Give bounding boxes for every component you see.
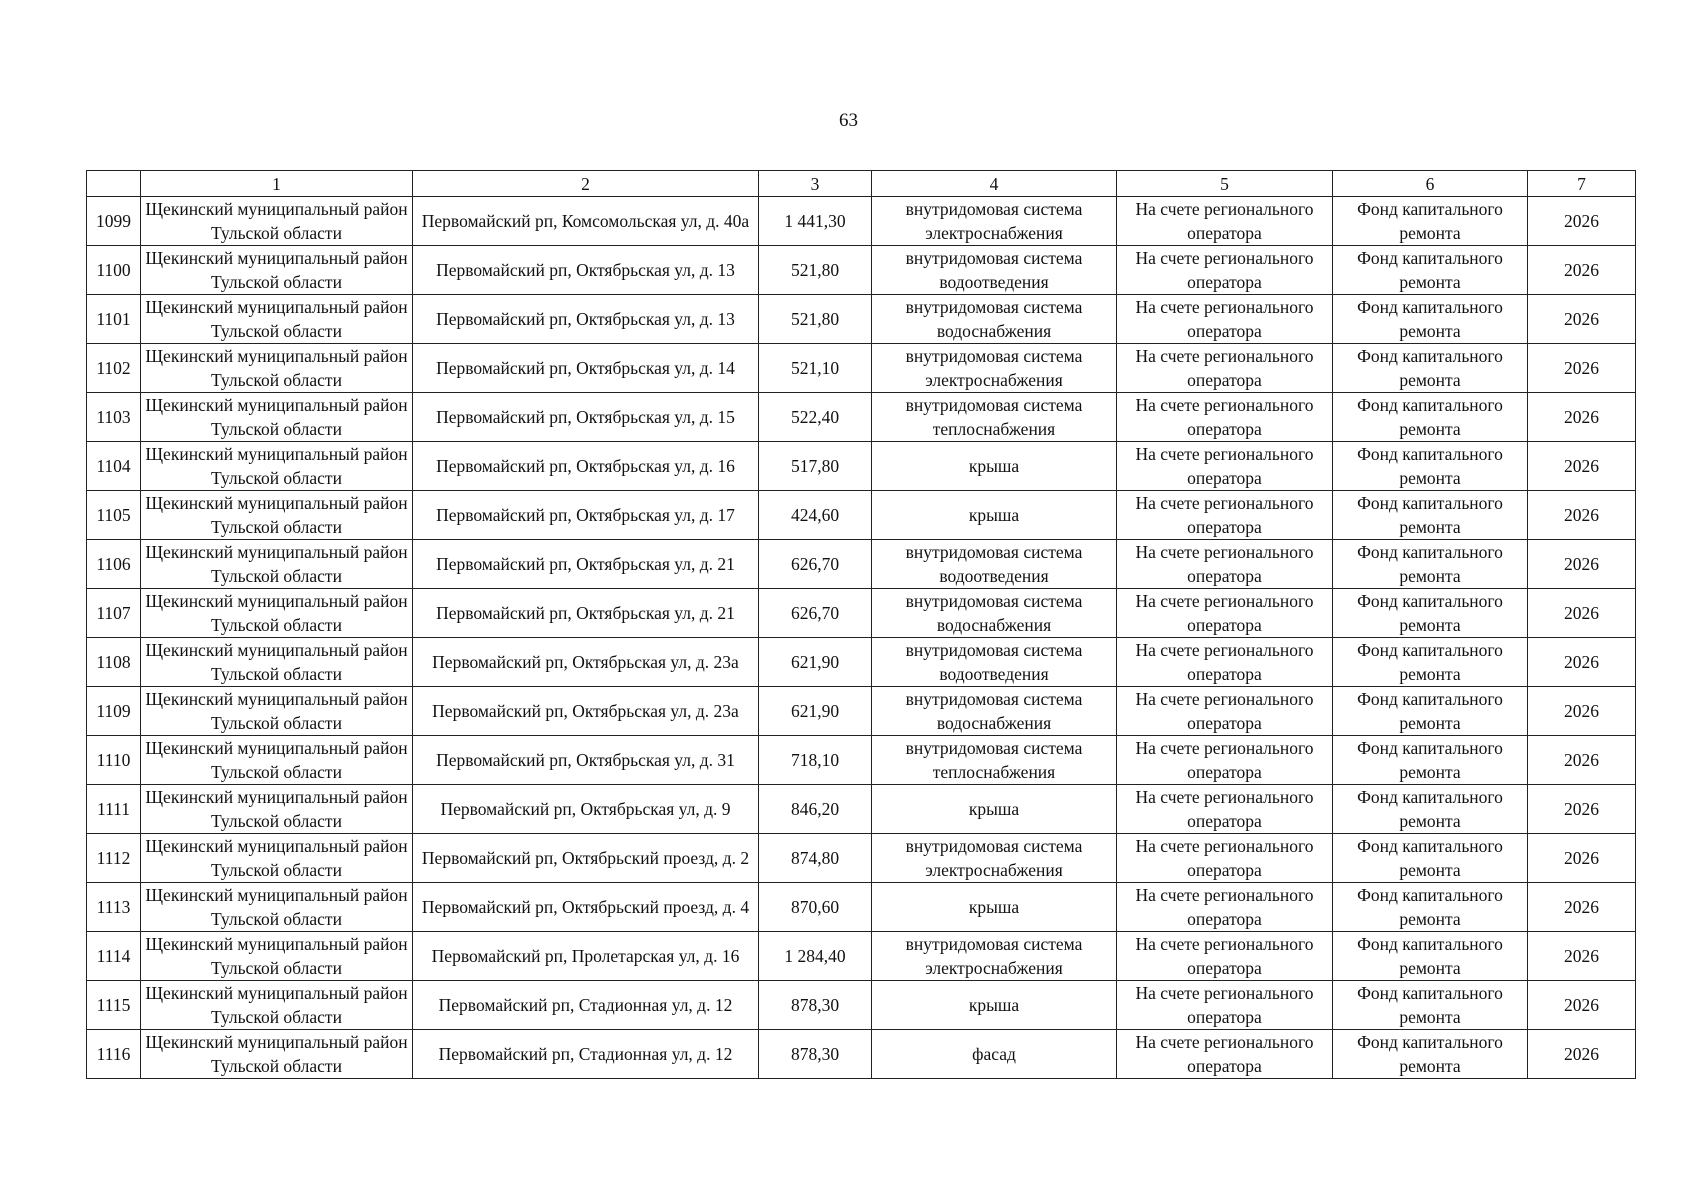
repair-program-table: [86, 170, 1636, 1079]
header-cell-1: 1: [141, 171, 413, 197]
funding-source-cell: Фонд капитального ремонта: [1333, 393, 1528, 442]
table-row: [87, 785, 1636, 834]
municipality-cell: Щекинский муниципальный район Тульской области: [141, 736, 413, 785]
municipality-cell: Щекинский муниципальный район Тульской области: [141, 981, 413, 1030]
row-number-cell: 1101: [87, 295, 141, 344]
work-type-cell: внутридомовая система электроснабжения: [872, 197, 1117, 246]
table-row: [87, 932, 1636, 981]
row-number-cell: 1107: [87, 589, 141, 638]
municipality-cell: Щекинский муниципальный район Тульской области: [141, 295, 413, 344]
funding-method-cell: На счете регионального оператора: [1117, 638, 1333, 687]
table-row: [87, 638, 1636, 687]
work-type-cell: внутридомовая система водоснабжения: [872, 295, 1117, 344]
table-row: [87, 540, 1636, 589]
funding-source-cell: Фонд капитального ремонта: [1333, 834, 1528, 883]
year-cell: 2026: [1528, 491, 1636, 540]
funding-method-cell: На счете регионального оператора: [1117, 344, 1333, 393]
funding-source-cell: Фонд капитального ремонта: [1333, 197, 1528, 246]
address-cell: Первомайский рп, Октябрьский проезд, д. 4: [413, 883, 759, 932]
table-row: [87, 344, 1636, 393]
funding-method-cell: На счете регионального оператора: [1117, 736, 1333, 785]
address-cell: Первомайский рп, Октябрьская ул, д. 16: [413, 442, 759, 491]
work-type-cell: крыша: [872, 883, 1117, 932]
row-number-cell: 1111: [87, 785, 141, 834]
row-number-cell: 1105: [87, 491, 141, 540]
work-type-cell: крыша: [872, 785, 1117, 834]
header-cell-2: 2: [413, 171, 759, 197]
year-cell: 2026: [1528, 393, 1636, 442]
row-number-cell: 1102: [87, 344, 141, 393]
table-row: [87, 1030, 1636, 1079]
address-cell: Первомайский рп, Октябрьская ул, д. 21: [413, 540, 759, 589]
municipality-cell: Щекинский муниципальный район Тульской области: [141, 687, 413, 736]
address-cell: Первомайский рп, Октябрьская ул, д. 13: [413, 246, 759, 295]
row-number-cell: 1103: [87, 393, 141, 442]
year-cell: 2026: [1528, 981, 1636, 1030]
municipality-cell: Щекинский муниципальный район Тульской области: [141, 344, 413, 393]
funding-method-cell: На счете регионального оператора: [1117, 785, 1333, 834]
row-number-cell: 1115: [87, 981, 141, 1030]
area-cell: 521,80: [759, 246, 872, 295]
header-cell-4: 4: [872, 171, 1117, 197]
area-cell: 521,10: [759, 344, 872, 393]
address-cell: Первомайский рп, Октябрьский проезд, д. 2: [413, 834, 759, 883]
year-cell: 2026: [1528, 687, 1636, 736]
header-cell-3: 3: [759, 171, 872, 197]
funding-source-cell: Фонд капитального ремонта: [1333, 246, 1528, 295]
funding-source-cell: Фонд капитального ремонта: [1333, 589, 1528, 638]
table-row: [87, 589, 1636, 638]
area-cell: 621,90: [759, 687, 872, 736]
year-cell: 2026: [1528, 932, 1636, 981]
area-cell: 626,70: [759, 540, 872, 589]
municipality-cell: Щекинский муниципальный район Тульской области: [141, 932, 413, 981]
funding-source-cell: Фонд капитального ремонта: [1333, 736, 1528, 785]
area-cell: 621,90: [759, 638, 872, 687]
header-cell-7: 7: [1528, 171, 1636, 197]
funding-method-cell: На счете регионального оператора: [1117, 491, 1333, 540]
area-cell: 874,80: [759, 834, 872, 883]
work-type-cell: крыша: [872, 981, 1117, 1030]
year-cell: 2026: [1528, 883, 1636, 932]
funding-method-cell: На счете регионального оператора: [1117, 834, 1333, 883]
table-body: [87, 197, 1636, 1079]
table-row: [87, 246, 1636, 295]
area-cell: 1 441,30: [759, 197, 872, 246]
address-cell: Первомайский рп, Комсомольская ул, д. 40а: [413, 197, 759, 246]
funding-source-cell: Фонд капитального ремонта: [1333, 638, 1528, 687]
row-number-cell: 1104: [87, 442, 141, 491]
work-type-cell: фасад: [872, 1030, 1117, 1079]
funding-source-cell: Фонд капитального ремонта: [1333, 981, 1528, 1030]
funding-source-cell: Фонд капитального ремонта: [1333, 883, 1528, 932]
address-cell: Первомайский рп, Октябрьская ул, д. 23а: [413, 687, 759, 736]
funding-method-cell: На счете регионального оператора: [1117, 1030, 1333, 1079]
work-type-cell: крыша: [872, 442, 1117, 491]
municipality-cell: Щекинский муниципальный район Тульской области: [141, 883, 413, 932]
year-cell: 2026: [1528, 834, 1636, 883]
funding-source-cell: Фонд капитального ремонта: [1333, 344, 1528, 393]
funding-method-cell: На счете регионального оператора: [1117, 393, 1333, 442]
work-type-cell: внутридомовая система теплоснабжения: [872, 393, 1117, 442]
row-number-cell: 1113: [87, 883, 141, 932]
municipality-cell: Щекинский муниципальный район Тульской области: [141, 393, 413, 442]
municipality-cell: Щекинский муниципальный район Тульской области: [141, 785, 413, 834]
area-cell: 517,80: [759, 442, 872, 491]
municipality-cell: Щекинский муниципальный район Тульской области: [141, 197, 413, 246]
table-row: [87, 295, 1636, 344]
area-cell: 522,40: [759, 393, 872, 442]
address-cell: Первомайский рп, Октябрьская ул, д. 21: [413, 589, 759, 638]
row-number-cell: 1109: [87, 687, 141, 736]
funding-source-cell: Фонд капитального ремонта: [1333, 687, 1528, 736]
row-number-cell: 1116: [87, 1030, 141, 1079]
page-number: 63: [839, 110, 858, 131]
work-type-cell: внутридомовая система водоотведения: [872, 638, 1117, 687]
address-cell: Первомайский рп, Пролетарская ул, д. 16: [413, 932, 759, 981]
municipality-cell: Щекинский муниципальный район Тульской области: [141, 834, 413, 883]
area-cell: 870,60: [759, 883, 872, 932]
address-cell: Первомайский рп, Октябрьская ул, д. 13: [413, 295, 759, 344]
area-cell: 878,30: [759, 1030, 872, 1079]
table-row: [87, 393, 1636, 442]
table-row: [87, 687, 1636, 736]
funding-method-cell: На счете регионального оператора: [1117, 295, 1333, 344]
table-row: [87, 834, 1636, 883]
address-cell: Первомайский рп, Октябрьская ул, д. 17: [413, 491, 759, 540]
municipality-cell: Щекинский муниципальный район Тульской области: [141, 1030, 413, 1079]
address-cell: Первомайский рп, Стадионная ул, д. 12: [413, 1030, 759, 1079]
funding-method-cell: На счете регионального оператора: [1117, 589, 1333, 638]
municipality-cell: Щекинский муниципальный район Тульской области: [141, 442, 413, 491]
table-row: [87, 491, 1636, 540]
municipality-cell: Щекинский муниципальный район Тульской области: [141, 540, 413, 589]
year-cell: 2026: [1528, 246, 1636, 295]
area-cell: 626,70: [759, 589, 872, 638]
header-cell-6: 6: [1333, 171, 1528, 197]
work-type-cell: внутридомовая система водоотведения: [872, 246, 1117, 295]
funding-method-cell: На счете регионального оператора: [1117, 197, 1333, 246]
row-number-cell: 1112: [87, 834, 141, 883]
funding-source-cell: Фонд капитального ремонта: [1333, 295, 1528, 344]
work-type-cell: внутридомовая система электроснабжения: [872, 932, 1117, 981]
year-cell: 2026: [1528, 197, 1636, 246]
column-number-header-row: [87, 171, 1636, 197]
year-cell: 2026: [1528, 1030, 1636, 1079]
year-cell: 2026: [1528, 295, 1636, 344]
year-cell: 2026: [1528, 785, 1636, 834]
area-cell: 878,30: [759, 981, 872, 1030]
work-type-cell: внутридомовая система водоснабжения: [872, 687, 1117, 736]
year-cell: 2026: [1528, 589, 1636, 638]
area-cell: 718,10: [759, 736, 872, 785]
funding-source-cell: Фонд капитального ремонта: [1333, 932, 1528, 981]
funding-source-cell: Фонд капитального ремонта: [1333, 491, 1528, 540]
funding-method-cell: На счете регионального оператора: [1117, 883, 1333, 932]
header-cell-5: 5: [1117, 171, 1333, 197]
work-type-cell: внутридомовая система электроснабжения: [872, 344, 1117, 393]
work-type-cell: внутридомовая система водоотведения: [872, 540, 1117, 589]
funding-method-cell: На счете регионального оператора: [1117, 981, 1333, 1030]
address-cell: Первомайский рп, Октябрьская ул, д. 14: [413, 344, 759, 393]
area-cell: 521,80: [759, 295, 872, 344]
row-number-cell: 1100: [87, 246, 141, 295]
funding-method-cell: На счете регионального оператора: [1117, 246, 1333, 295]
table-row: [87, 442, 1636, 491]
funding-source-cell: Фонд капитального ремонта: [1333, 442, 1528, 491]
work-type-cell: внутридомовая система теплоснабжения: [872, 736, 1117, 785]
municipality-cell: Щекинский муниципальный район Тульской области: [141, 491, 413, 540]
table-row: [87, 197, 1636, 246]
address-cell: Первомайский рп, Стадионная ул, д. 12: [413, 981, 759, 1030]
municipality-cell: Щекинский муниципальный район Тульской области: [141, 638, 413, 687]
funding-source-cell: Фонд капитального ремонта: [1333, 540, 1528, 589]
year-cell: 2026: [1528, 736, 1636, 785]
table-row: [87, 736, 1636, 785]
work-type-cell: крыша: [872, 491, 1117, 540]
table-row: [87, 981, 1636, 1030]
year-cell: 2026: [1528, 442, 1636, 491]
table-row: [87, 883, 1636, 932]
address-cell: Первомайский рп, Октябрьская ул, д. 23а: [413, 638, 759, 687]
area-cell: 1 284,40: [759, 932, 872, 981]
municipality-cell: Щекинский муниципальный район Тульской области: [141, 589, 413, 638]
funding-source-cell: Фонд капитального ремонта: [1333, 785, 1528, 834]
address-cell: Первомайский рп, Октябрьская ул, д. 15: [413, 393, 759, 442]
address-cell: Первомайский рп, Октябрьская ул, д. 31: [413, 736, 759, 785]
municipality-cell: Щекинский муниципальный район Тульской области: [141, 246, 413, 295]
year-cell: 2026: [1528, 344, 1636, 393]
row-number-cell: 1099: [87, 197, 141, 246]
row-number-cell: 1114: [87, 932, 141, 981]
row-number-cell: 1108: [87, 638, 141, 687]
funding-method-cell: На счете регионального оператора: [1117, 540, 1333, 589]
row-number-cell: 1110: [87, 736, 141, 785]
year-cell: 2026: [1528, 638, 1636, 687]
row-number-cell: 1106: [87, 540, 141, 589]
area-cell: 424,60: [759, 491, 872, 540]
address-cell: Первомайский рп, Октябрьская ул, д. 9: [413, 785, 759, 834]
year-cell: 2026: [1528, 540, 1636, 589]
funding-source-cell: Фонд капитального ремонта: [1333, 1030, 1528, 1079]
funding-method-cell: На счете регионального оператора: [1117, 442, 1333, 491]
work-type-cell: внутридомовая система водоснабжения: [872, 589, 1117, 638]
funding-method-cell: На счете регионального оператора: [1117, 932, 1333, 981]
work-type-cell: внутридомовая система электроснабжения: [872, 834, 1117, 883]
funding-method-cell: На счете регионального оператора: [1117, 687, 1333, 736]
header-cell-index: [87, 171, 141, 197]
area-cell: 846,20: [759, 785, 872, 834]
